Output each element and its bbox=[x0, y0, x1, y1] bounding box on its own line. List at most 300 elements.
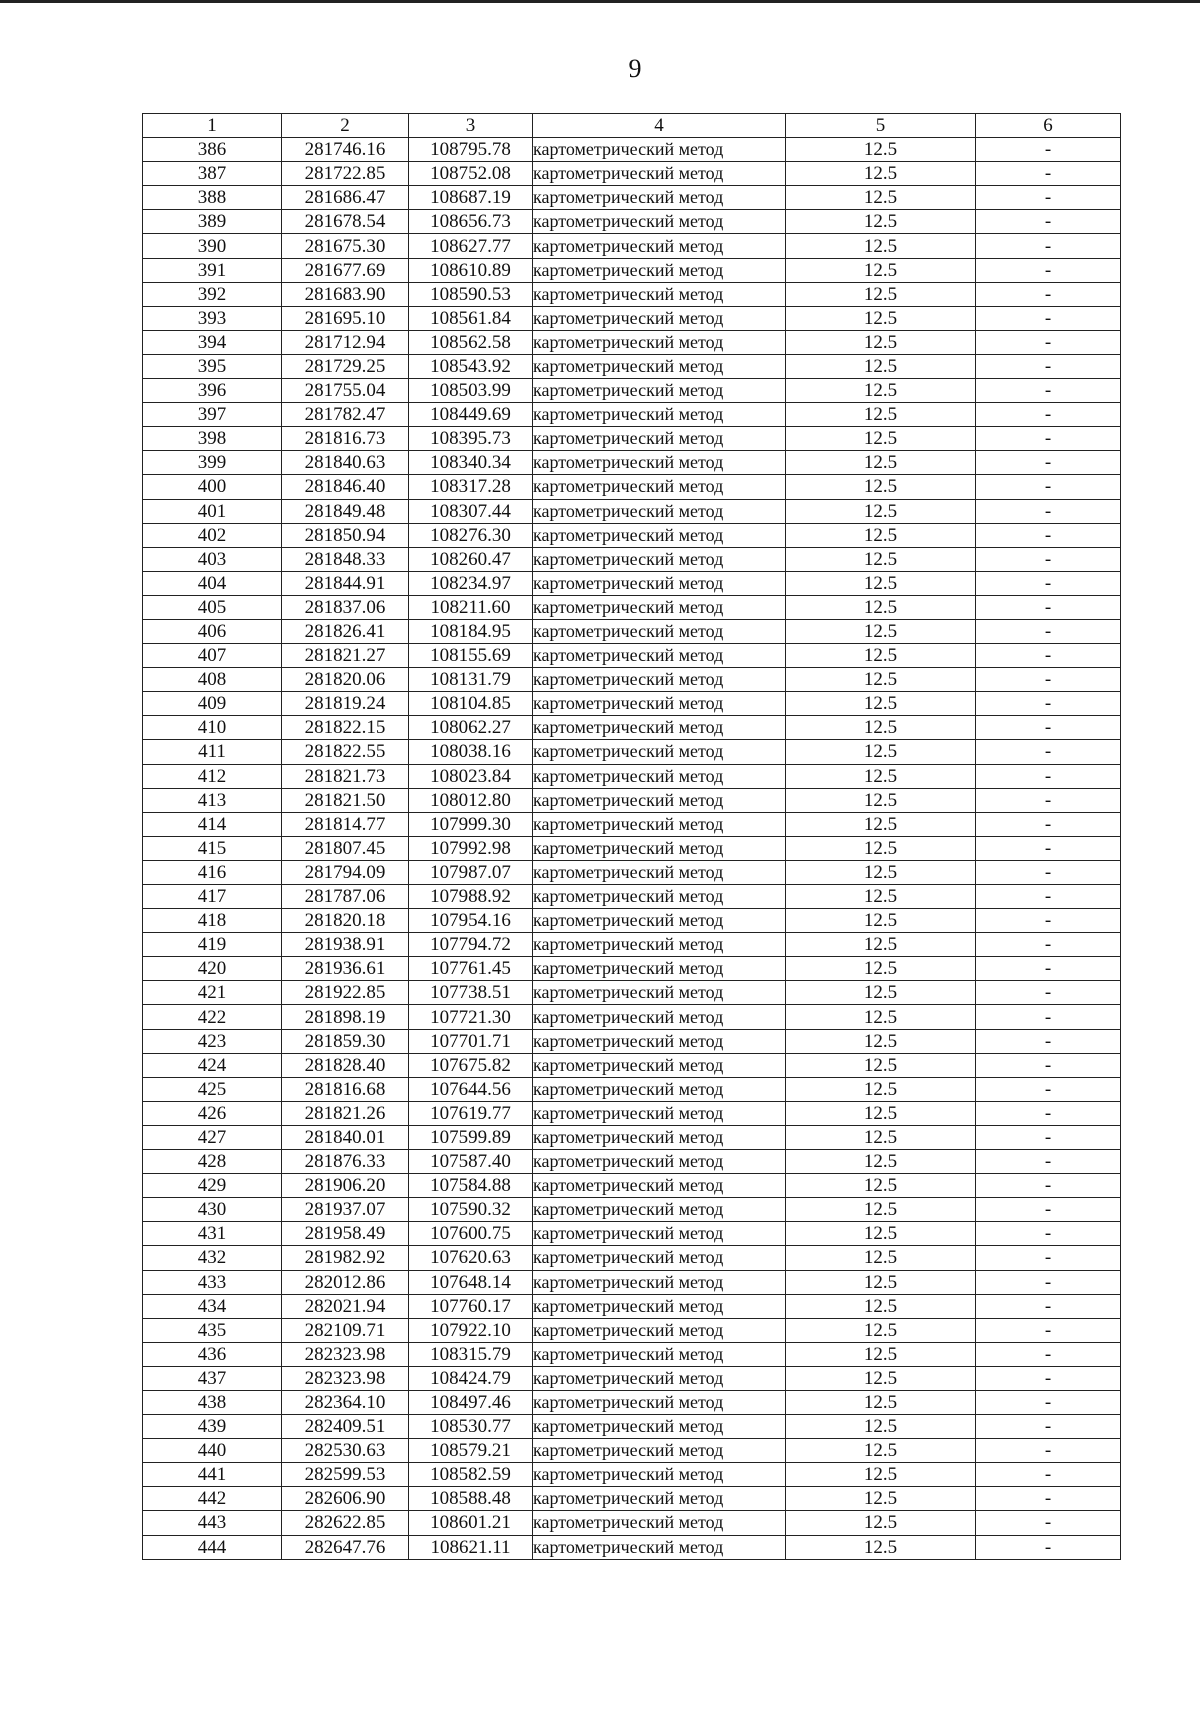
point-number-cell: 392 bbox=[143, 282, 282, 306]
y-coordinate-cell: 107648.14 bbox=[409, 1270, 533, 1294]
x-coordinate-cell: 282109.71 bbox=[282, 1318, 409, 1342]
method-cell: картометрический метод bbox=[533, 933, 786, 957]
method-cell: картометрический метод bbox=[533, 812, 786, 836]
accuracy-cell: 12.5 bbox=[786, 162, 976, 186]
accuracy-cell: 12.5 bbox=[786, 740, 976, 764]
point-number-cell: 442 bbox=[143, 1487, 282, 1511]
table-row bbox=[143, 1174, 1121, 1198]
description-cell: - bbox=[976, 403, 1121, 427]
table-row bbox=[143, 1270, 1121, 1294]
x-coordinate-cell: 281828.40 bbox=[282, 1053, 409, 1077]
point-number-cell: 404 bbox=[143, 571, 282, 595]
description-cell: - bbox=[976, 1390, 1121, 1414]
table-row bbox=[143, 403, 1121, 427]
description-cell: - bbox=[976, 957, 1121, 981]
accuracy-cell: 12.5 bbox=[786, 933, 976, 957]
top-border-line bbox=[0, 0, 1200, 3]
accuracy-cell: 12.5 bbox=[786, 330, 976, 354]
point-number-cell: 399 bbox=[143, 451, 282, 475]
x-coordinate-cell: 281837.06 bbox=[282, 595, 409, 619]
method-cell: картометрический метод bbox=[533, 1535, 786, 1559]
table-row bbox=[143, 1029, 1121, 1053]
accuracy-cell: 12.5 bbox=[786, 1270, 976, 1294]
x-coordinate-cell: 281821.26 bbox=[282, 1101, 409, 1125]
point-number-cell: 402 bbox=[143, 523, 282, 547]
y-coordinate-cell: 107988.92 bbox=[409, 885, 533, 909]
y-coordinate-cell: 107599.89 bbox=[409, 1125, 533, 1149]
point-number-cell: 426 bbox=[143, 1101, 282, 1125]
description-cell: - bbox=[976, 1511, 1121, 1535]
description-cell: - bbox=[976, 909, 1121, 933]
table-row bbox=[143, 1053, 1121, 1077]
accuracy-cell: 12.5 bbox=[786, 1077, 976, 1101]
point-number-cell: 418 bbox=[143, 909, 282, 933]
table-row bbox=[143, 475, 1121, 499]
point-number-cell: 401 bbox=[143, 499, 282, 523]
x-coordinate-cell: 281683.90 bbox=[282, 282, 409, 306]
column-header: 2 bbox=[282, 114, 409, 138]
y-coordinate-cell: 107794.72 bbox=[409, 933, 533, 957]
point-number-cell: 396 bbox=[143, 379, 282, 403]
y-coordinate-cell: 108104.85 bbox=[409, 692, 533, 716]
method-cell: картометрический метод bbox=[533, 1198, 786, 1222]
column-header: 5 bbox=[786, 114, 976, 138]
point-number-cell: 409 bbox=[143, 692, 282, 716]
table-row bbox=[143, 354, 1121, 378]
method-cell: картометрический метод bbox=[533, 860, 786, 884]
point-number-cell: 398 bbox=[143, 427, 282, 451]
method-cell: картометрический метод bbox=[533, 1366, 786, 1390]
y-coordinate-cell: 108582.59 bbox=[409, 1463, 533, 1487]
point-number-cell: 438 bbox=[143, 1390, 282, 1414]
point-number-cell: 395 bbox=[143, 354, 282, 378]
method-cell: картометрический метод bbox=[533, 1511, 786, 1535]
x-coordinate-cell: 282323.98 bbox=[282, 1366, 409, 1390]
accuracy-cell: 12.5 bbox=[786, 451, 976, 475]
x-coordinate-cell: 281840.01 bbox=[282, 1125, 409, 1149]
point-number-cell: 411 bbox=[143, 740, 282, 764]
point-number-cell: 414 bbox=[143, 812, 282, 836]
y-coordinate-cell: 108562.58 bbox=[409, 330, 533, 354]
y-coordinate-cell: 107620.63 bbox=[409, 1246, 533, 1270]
table-row bbox=[143, 836, 1121, 860]
table-row bbox=[143, 1415, 1121, 1439]
table-row bbox=[143, 1342, 1121, 1366]
accuracy-cell: 12.5 bbox=[786, 1390, 976, 1414]
description-cell: - bbox=[976, 138, 1121, 162]
y-coordinate-cell: 107922.10 bbox=[409, 1318, 533, 1342]
table-body bbox=[143, 138, 1121, 1560]
point-number-cell: 390 bbox=[143, 234, 282, 258]
point-number-cell: 420 bbox=[143, 957, 282, 981]
accuracy-cell: 12.5 bbox=[786, 258, 976, 282]
coordinates-table bbox=[142, 113, 1121, 1560]
point-number-cell: 427 bbox=[143, 1125, 282, 1149]
description-cell: - bbox=[976, 1535, 1121, 1559]
point-number-cell: 435 bbox=[143, 1318, 282, 1342]
point-number-cell: 428 bbox=[143, 1150, 282, 1174]
table-row bbox=[143, 1487, 1121, 1511]
description-cell: - bbox=[976, 210, 1121, 234]
accuracy-cell: 12.5 bbox=[786, 403, 976, 427]
y-coordinate-cell: 108260.47 bbox=[409, 547, 533, 571]
table-row bbox=[143, 1198, 1121, 1222]
table-row bbox=[143, 523, 1121, 547]
method-cell: картометрический метод bbox=[533, 1222, 786, 1246]
y-coordinate-cell: 107584.88 bbox=[409, 1174, 533, 1198]
table-row bbox=[143, 427, 1121, 451]
x-coordinate-cell: 281820.06 bbox=[282, 668, 409, 692]
description-cell: - bbox=[976, 1053, 1121, 1077]
x-coordinate-cell: 281859.30 bbox=[282, 1029, 409, 1053]
method-cell: картометрический метод bbox=[533, 595, 786, 619]
accuracy-cell: 12.5 bbox=[786, 957, 976, 981]
accuracy-cell: 12.5 bbox=[786, 1246, 976, 1270]
description-cell: - bbox=[976, 1270, 1121, 1294]
method-cell: картометрический метод bbox=[533, 258, 786, 282]
method-cell: картометрический метод bbox=[533, 1439, 786, 1463]
x-coordinate-cell: 281755.04 bbox=[282, 379, 409, 403]
point-number-cell: 430 bbox=[143, 1198, 282, 1222]
description-cell: - bbox=[976, 1294, 1121, 1318]
description-cell: - bbox=[976, 162, 1121, 186]
point-number-cell: 393 bbox=[143, 306, 282, 330]
accuracy-cell: 12.5 bbox=[786, 885, 976, 909]
point-number-cell: 434 bbox=[143, 1294, 282, 1318]
table-row bbox=[143, 1439, 1121, 1463]
table-row bbox=[143, 933, 1121, 957]
page-number: 9 bbox=[628, 54, 642, 83]
x-coordinate-cell: 282021.94 bbox=[282, 1294, 409, 1318]
accuracy-cell: 12.5 bbox=[786, 354, 976, 378]
table-row bbox=[143, 1463, 1121, 1487]
description-cell: - bbox=[976, 523, 1121, 547]
method-cell: картометрический метод bbox=[533, 740, 786, 764]
point-number-cell: 386 bbox=[143, 138, 282, 162]
accuracy-cell: 12.5 bbox=[786, 306, 976, 330]
accuracy-cell: 12.5 bbox=[786, 1005, 976, 1029]
table-row bbox=[143, 1150, 1121, 1174]
y-coordinate-cell: 108579.21 bbox=[409, 1439, 533, 1463]
table-row bbox=[143, 186, 1121, 210]
accuracy-cell: 12.5 bbox=[786, 1439, 976, 1463]
method-cell: картометрический метод bbox=[533, 354, 786, 378]
point-number-cell: 432 bbox=[143, 1246, 282, 1270]
x-coordinate-cell: 281787.06 bbox=[282, 885, 409, 909]
x-coordinate-cell: 282599.53 bbox=[282, 1463, 409, 1487]
x-coordinate-cell: 281826.41 bbox=[282, 619, 409, 643]
point-number-cell: 425 bbox=[143, 1077, 282, 1101]
x-coordinate-cell: 281816.68 bbox=[282, 1077, 409, 1101]
accuracy-cell: 12.5 bbox=[786, 186, 976, 210]
y-coordinate-cell: 108543.92 bbox=[409, 354, 533, 378]
x-coordinate-cell: 281922.85 bbox=[282, 981, 409, 1005]
accuracy-cell: 12.5 bbox=[786, 379, 976, 403]
y-coordinate-cell: 107600.75 bbox=[409, 1222, 533, 1246]
x-coordinate-cell: 281936.61 bbox=[282, 957, 409, 981]
accuracy-cell: 12.5 bbox=[786, 981, 976, 1005]
table-row bbox=[143, 1101, 1121, 1125]
point-number-cell: 388 bbox=[143, 186, 282, 210]
point-number-cell: 441 bbox=[143, 1463, 282, 1487]
method-cell: картометрический метод bbox=[533, 692, 786, 716]
table-row bbox=[143, 1318, 1121, 1342]
accuracy-cell: 12.5 bbox=[786, 1463, 976, 1487]
x-coordinate-cell: 282364.10 bbox=[282, 1390, 409, 1414]
x-coordinate-cell: 281982.92 bbox=[282, 1246, 409, 1270]
x-coordinate-cell: 281729.25 bbox=[282, 354, 409, 378]
point-number-cell: 429 bbox=[143, 1174, 282, 1198]
point-number-cell: 412 bbox=[143, 764, 282, 788]
y-coordinate-cell: 107721.30 bbox=[409, 1005, 533, 1029]
y-coordinate-cell: 108561.84 bbox=[409, 306, 533, 330]
method-cell: картометрический метод bbox=[533, 330, 786, 354]
method-cell: картометрический метод bbox=[533, 909, 786, 933]
accuracy-cell: 12.5 bbox=[786, 909, 976, 933]
table-row bbox=[143, 668, 1121, 692]
accuracy-cell: 12.5 bbox=[786, 1535, 976, 1559]
y-coordinate-cell: 108795.78 bbox=[409, 138, 533, 162]
x-coordinate-cell: 281677.69 bbox=[282, 258, 409, 282]
description-cell: - bbox=[976, 234, 1121, 258]
x-coordinate-cell: 281816.73 bbox=[282, 427, 409, 451]
method-cell: картометрический метод bbox=[533, 1029, 786, 1053]
description-cell: - bbox=[976, 1198, 1121, 1222]
table-row bbox=[143, 1222, 1121, 1246]
description-cell: - bbox=[976, 836, 1121, 860]
accuracy-cell: 12.5 bbox=[786, 836, 976, 860]
description-cell: - bbox=[976, 1415, 1121, 1439]
method-cell: картометрический метод bbox=[533, 282, 786, 306]
method-cell: картометрический метод bbox=[533, 764, 786, 788]
y-coordinate-cell: 108601.21 bbox=[409, 1511, 533, 1535]
description-cell: - bbox=[976, 330, 1121, 354]
table-row bbox=[143, 619, 1121, 643]
y-coordinate-cell: 108211.60 bbox=[409, 595, 533, 619]
method-cell: картометрический метод bbox=[533, 499, 786, 523]
y-coordinate-cell: 108276.30 bbox=[409, 523, 533, 547]
description-cell: - bbox=[976, 1222, 1121, 1246]
point-number-cell: 406 bbox=[143, 619, 282, 643]
table-row bbox=[143, 788, 1121, 812]
table-row bbox=[143, 1077, 1121, 1101]
table-row bbox=[143, 909, 1121, 933]
x-coordinate-cell: 281814.77 bbox=[282, 812, 409, 836]
x-coordinate-cell: 281848.33 bbox=[282, 547, 409, 571]
method-cell: картометрический метод bbox=[533, 162, 786, 186]
accuracy-cell: 12.5 bbox=[786, 1029, 976, 1053]
point-number-cell: 443 bbox=[143, 1511, 282, 1535]
x-coordinate-cell: 281746.16 bbox=[282, 138, 409, 162]
description-cell: - bbox=[976, 1029, 1121, 1053]
accuracy-cell: 12.5 bbox=[786, 788, 976, 812]
method-cell: картометрический метод bbox=[533, 1125, 786, 1149]
method-cell: картометрический метод bbox=[533, 1005, 786, 1029]
accuracy-cell: 12.5 bbox=[786, 619, 976, 643]
method-cell: картометрический метод bbox=[533, 1487, 786, 1511]
method-cell: картометрический метод bbox=[533, 403, 786, 427]
accuracy-cell: 12.5 bbox=[786, 716, 976, 740]
table-row bbox=[143, 981, 1121, 1005]
y-coordinate-cell: 107760.17 bbox=[409, 1294, 533, 1318]
point-number-cell: 424 bbox=[143, 1053, 282, 1077]
x-coordinate-cell: 281678.54 bbox=[282, 210, 409, 234]
x-coordinate-cell: 281938.91 bbox=[282, 933, 409, 957]
description-cell: - bbox=[976, 1174, 1121, 1198]
y-coordinate-cell: 108340.34 bbox=[409, 451, 533, 475]
accuracy-cell: 12.5 bbox=[786, 764, 976, 788]
accuracy-cell: 12.5 bbox=[786, 138, 976, 162]
table-row bbox=[143, 499, 1121, 523]
method-cell: картометрический метод bbox=[533, 451, 786, 475]
y-coordinate-cell: 108503.99 bbox=[409, 379, 533, 403]
x-coordinate-cell: 281782.47 bbox=[282, 403, 409, 427]
table-row bbox=[143, 692, 1121, 716]
accuracy-cell: 12.5 bbox=[786, 1150, 976, 1174]
point-number-cell: 433 bbox=[143, 1270, 282, 1294]
method-cell: картометрический метод bbox=[533, 234, 786, 258]
table-row bbox=[143, 716, 1121, 740]
x-coordinate-cell: 281821.50 bbox=[282, 788, 409, 812]
method-cell: картометрический метод bbox=[533, 1101, 786, 1125]
x-coordinate-cell: 282012.86 bbox=[282, 1270, 409, 1294]
y-coordinate-cell: 108317.28 bbox=[409, 475, 533, 499]
method-cell: картометрический метод bbox=[533, 1270, 786, 1294]
description-cell: - bbox=[976, 788, 1121, 812]
point-number-cell: 397 bbox=[143, 403, 282, 427]
table-row bbox=[143, 1246, 1121, 1270]
accuracy-cell: 12.5 bbox=[786, 1294, 976, 1318]
accuracy-cell: 12.5 bbox=[786, 1125, 976, 1149]
accuracy-cell: 12.5 bbox=[786, 499, 976, 523]
description-cell: - bbox=[976, 354, 1121, 378]
description-cell: - bbox=[976, 1101, 1121, 1125]
table-row bbox=[143, 1125, 1121, 1149]
description-cell: - bbox=[976, 499, 1121, 523]
accuracy-cell: 12.5 bbox=[786, 860, 976, 884]
y-coordinate-cell: 107761.45 bbox=[409, 957, 533, 981]
x-coordinate-cell: 282409.51 bbox=[282, 1415, 409, 1439]
point-number-cell: 423 bbox=[143, 1029, 282, 1053]
y-coordinate-cell: 108155.69 bbox=[409, 644, 533, 668]
y-coordinate-cell: 108184.95 bbox=[409, 619, 533, 643]
y-coordinate-cell: 108621.11 bbox=[409, 1535, 533, 1559]
table-row bbox=[143, 282, 1121, 306]
y-coordinate-cell: 107701.71 bbox=[409, 1029, 533, 1053]
table-row bbox=[143, 234, 1121, 258]
method-cell: картометрический метод bbox=[533, 1174, 786, 1198]
method-cell: картометрический метод bbox=[533, 1294, 786, 1318]
x-coordinate-cell: 281821.27 bbox=[282, 644, 409, 668]
table-row bbox=[143, 885, 1121, 909]
method-cell: картометрический метод bbox=[533, 186, 786, 210]
description-cell: - bbox=[976, 547, 1121, 571]
description-cell: - bbox=[976, 885, 1121, 909]
y-coordinate-cell: 108588.48 bbox=[409, 1487, 533, 1511]
table-row bbox=[143, 138, 1121, 162]
x-coordinate-cell: 281819.24 bbox=[282, 692, 409, 716]
point-number-cell: 437 bbox=[143, 1366, 282, 1390]
description-cell: - bbox=[976, 186, 1121, 210]
x-coordinate-cell: 282323.98 bbox=[282, 1342, 409, 1366]
y-coordinate-cell: 108424.79 bbox=[409, 1366, 533, 1390]
method-cell: картометрический метод bbox=[533, 1342, 786, 1366]
method-cell: картометрический метод bbox=[533, 1463, 786, 1487]
accuracy-cell: 12.5 bbox=[786, 427, 976, 451]
x-coordinate-cell: 281722.85 bbox=[282, 162, 409, 186]
method-cell: картометрический метод bbox=[533, 1150, 786, 1174]
x-coordinate-cell: 282622.85 bbox=[282, 1511, 409, 1535]
x-coordinate-cell: 281937.07 bbox=[282, 1198, 409, 1222]
table-header-row bbox=[143, 114, 1121, 138]
point-number-cell: 405 bbox=[143, 595, 282, 619]
description-cell: - bbox=[976, 1342, 1121, 1366]
description-cell: - bbox=[976, 1150, 1121, 1174]
x-coordinate-cell: 281675.30 bbox=[282, 234, 409, 258]
table-row bbox=[143, 644, 1121, 668]
x-coordinate-cell: 281898.19 bbox=[282, 1005, 409, 1029]
x-coordinate-cell: 281906.20 bbox=[282, 1174, 409, 1198]
y-coordinate-cell: 108752.08 bbox=[409, 162, 533, 186]
table-row bbox=[143, 740, 1121, 764]
point-number-cell: 394 bbox=[143, 330, 282, 354]
y-coordinate-cell: 108627.77 bbox=[409, 234, 533, 258]
method-cell: картометрический метод bbox=[533, 957, 786, 981]
table-row bbox=[143, 1511, 1121, 1535]
y-coordinate-cell: 107675.82 bbox=[409, 1053, 533, 1077]
x-coordinate-cell: 281822.15 bbox=[282, 716, 409, 740]
y-coordinate-cell: 108449.69 bbox=[409, 403, 533, 427]
accuracy-cell: 12.5 bbox=[786, 644, 976, 668]
table-row bbox=[143, 1535, 1121, 1559]
method-cell: картометрический метод bbox=[533, 885, 786, 909]
table-row bbox=[143, 1390, 1121, 1414]
description-cell: - bbox=[976, 740, 1121, 764]
table-row bbox=[143, 210, 1121, 234]
table-row bbox=[143, 1294, 1121, 1318]
y-coordinate-cell: 108038.16 bbox=[409, 740, 533, 764]
accuracy-cell: 12.5 bbox=[786, 1174, 976, 1198]
y-coordinate-cell: 108012.80 bbox=[409, 788, 533, 812]
y-coordinate-cell: 108530.77 bbox=[409, 1415, 533, 1439]
point-number-cell: 408 bbox=[143, 668, 282, 692]
table-row bbox=[143, 547, 1121, 571]
y-coordinate-cell: 107992.98 bbox=[409, 836, 533, 860]
table-row bbox=[143, 860, 1121, 884]
table-row bbox=[143, 812, 1121, 836]
x-coordinate-cell: 281712.94 bbox=[282, 330, 409, 354]
y-coordinate-cell: 107587.40 bbox=[409, 1150, 533, 1174]
x-coordinate-cell: 281686.47 bbox=[282, 186, 409, 210]
y-coordinate-cell: 108315.79 bbox=[409, 1342, 533, 1366]
y-coordinate-cell: 107999.30 bbox=[409, 812, 533, 836]
method-cell: картометрический метод bbox=[533, 1053, 786, 1077]
table-row bbox=[143, 957, 1121, 981]
y-coordinate-cell: 108023.84 bbox=[409, 764, 533, 788]
description-cell: - bbox=[976, 619, 1121, 643]
table-row bbox=[143, 1366, 1121, 1390]
description-cell: - bbox=[976, 1246, 1121, 1270]
method-cell: картометрический метод bbox=[533, 1318, 786, 1342]
description-cell: - bbox=[976, 475, 1121, 499]
point-number-cell: 413 bbox=[143, 788, 282, 812]
point-number-cell: 439 bbox=[143, 1415, 282, 1439]
y-coordinate-cell: 107644.56 bbox=[409, 1077, 533, 1101]
description-cell: - bbox=[976, 1125, 1121, 1149]
method-cell: картометрический метод bbox=[533, 1077, 786, 1101]
method-cell: картометрический метод bbox=[533, 306, 786, 330]
description-cell: - bbox=[976, 1463, 1121, 1487]
